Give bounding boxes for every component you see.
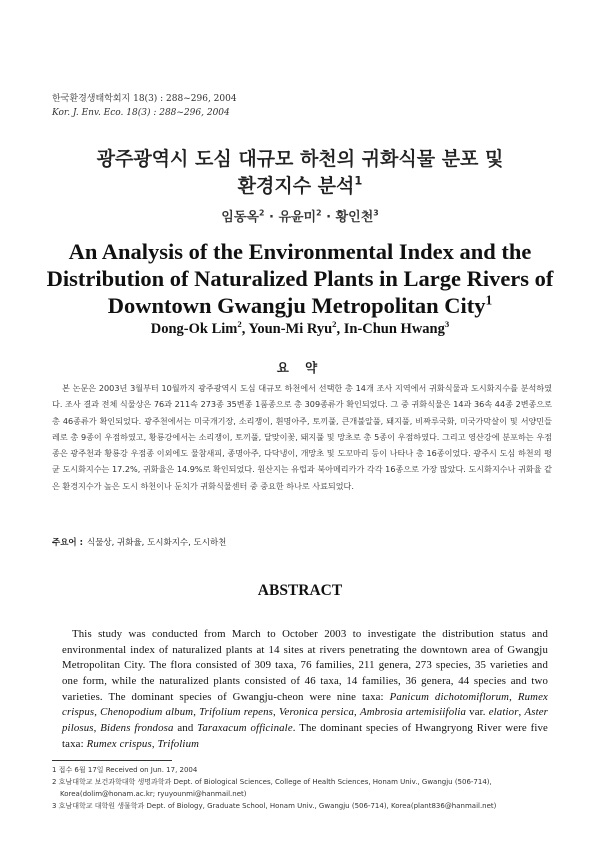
footnote-1: 1 접수 6월 17일 Received on Jun. 17, 2004 <box>52 766 198 774</box>
species-name: Panicum dichotomiflorum <box>389 690 510 703</box>
author-en-1: Dong-Ok Lim <box>150 321 238 337</box>
author-en-2: Youn-Mi Ryu <box>248 321 333 337</box>
species-name: Rumex crispus <box>86 737 152 750</box>
author-en-1-mark: 2 <box>237 319 242 330</box>
keywords <box>52 536 226 548</box>
species-name: Taraxacum officinale <box>197 721 293 734</box>
author-ko-2-mark: 2 <box>316 208 322 218</box>
abstract-english <box>62 627 548 752</box>
journal-citation <box>52 92 237 120</box>
species-name: Trifolium <box>157 737 200 750</box>
author-ko-sep: · <box>326 210 332 225</box>
species-separator: , <box>273 706 279 719</box>
title-english <box>20 238 580 319</box>
title-english-line3-text: Downtown Gwangju Metropolitan City <box>107 293 486 318</box>
footnote-2: 2 호남대학교 보건과학대학 생명과학과 Dept. of Biological Sciences, College of Health Sciences, Honam Univ., Gwangju (506-714), <box>52 778 492 786</box>
author-ko-3-mark: 3 <box>373 208 379 218</box>
footnotes <box>52 764 558 812</box>
species-separator: , <box>151 737 158 750</box>
species-separator: , <box>509 690 518 703</box>
abstract-english-text: This study was conducted from March to October 2003 to investigate the distribution status and environmental index of naturalized plants at 14 sites at rivers penetrating the downtown area of Gwangju Metropolitan City. The flora consisted of 309 taxa, 76 families, 211 genera, 273 species, 35 varieties and one form, while the naturalized plants consisted of 46 taxa, 14 families, 36 genera, 44 species and two varieties. The dominant species of Gwangju-cheon were nine taxa: <box>62 628 548 703</box>
species-name: Bidens frondosa <box>100 721 174 734</box>
keywords-label: 주요어 : <box>52 538 83 548</box>
title-korean-line2-text: 환경지수 분석 <box>237 175 355 197</box>
title-korean-footnote-mark: 1 <box>354 173 363 188</box>
species-name: Ambrosia artemisiifolia <box>359 706 467 719</box>
title-english-line3 <box>20 292 580 319</box>
species-separator: , <box>93 721 101 734</box>
species-name: Chenopodium album <box>100 706 194 719</box>
author-ko-1-mark: 2 <box>258 208 265 218</box>
species-separator: , <box>193 706 200 719</box>
species-separator: var. <box>466 706 489 719</box>
species-separator: , <box>518 706 525 719</box>
species-name: Trifolium repens <box>199 706 274 719</box>
author-ko-3: 황인천 <box>335 210 374 225</box>
journal-citation-ko: 한국환경생태학회지 18(3) : 288~296, 2004 <box>52 94 237 104</box>
species-name: Rumex crispus <box>62 690 548 719</box>
title-korean-line1: 광주광역시 도심 대규모 하천의 귀화식물 분포 및 <box>96 148 504 170</box>
species-name: elatior <box>488 706 519 719</box>
title-english-line2: Distribution of Naturalized Plants in Large Rivers of <box>46 266 554 291</box>
species-separator: , <box>354 706 360 719</box>
author-en-3: In-Chun Hwang <box>343 321 445 337</box>
authors-korean <box>30 206 570 225</box>
summary-heading-korean: 요 약 <box>276 360 324 375</box>
title-korean-line2 <box>30 173 570 200</box>
author-en-sep: , <box>241 321 249 337</box>
abstract-heading: ABSTRACT <box>257 582 343 599</box>
author-en-2-mark: 2 <box>332 319 337 330</box>
footnote-2-cont: Korea(dolim@honam.ac.kr; ryuyounmi@hanmail.net) <box>60 790 247 798</box>
title-english-footnote-mark: 1 <box>485 292 493 308</box>
footnote-divider <box>52 760 172 761</box>
species-separator: and <box>173 721 198 734</box>
keywords-value: 식물상, 귀화율, 도시화지수, 도시하천 <box>87 538 227 548</box>
author-en-sep: , <box>336 321 344 337</box>
journal-citation-en: Kor. J. Env. Eco. 18(3) : 288~296, 2004 <box>52 108 230 118</box>
species-name: Veronica persica <box>278 706 355 719</box>
author-ko-2: 유윤미 <box>278 210 317 225</box>
species-separator: . The dominant species of Hwangryong River were five taxa: <box>62 721 548 750</box>
footnote-3: 3 호남대학교 대학원 생물학과 Dept. of Biology, Graduate School, Honam Univ., Gwangju (506-714), Korea(plant836@hanmail.net) <box>52 802 497 810</box>
abstract-korean: 본 논문은 2003년 3월부터 10월까지 광주광역시 도심 대규모 하천에서 선택한 총 14개 조사 지역에서 귀화식물과 도시화지수를 분석하였다. 조사 결과 전체 식물상은 76과 211속 273종 35변종 1품종으로 총 309종류가 확인되었다. 그 중 귀화식물은 14과 36속 44종 2변종으로 총 46종류가 확인되었다. 광주천에서는 미국개기장, 소리쟁이, 흰명아주, 토끼풀, 큰개불알풀, 돼지풀, 비짜루국화, 미국가막살이 및 서양민들레로 총 9종이 우점하였고, 황룡강에서는 소리쟁이, 토끼풀, 달맞이꽃, 돼지풀 및 망초로 총 5종이 우점하였다. 그리고 영산강에 분포하는 우점종은 광주천과 황룡강 우점종 이외에도 물참새피, 종명아주, 다닥냉이, 개망초 및 도꼬마리 등이 나타나 총 16종이었다. 광주시 도심 하천의 평균 도시화지수는 17.2%, 귀화율은 14.9%로 확인되었다. 원산지는 유럽과 북아메리카가 각각 16종으로 가장 많았다. 도시화지수나 귀화율 같은 환경지수가 높은 도시 하천이나 둔치가 귀화식물센터 중 중요한 하나로 사료되었다. <box>52 383 552 491</box>
title-korean <box>30 146 570 200</box>
author-ko-sep: · <box>268 210 274 225</box>
author-en-3-mark: 3 <box>444 319 450 330</box>
species-separator: , <box>94 706 101 719</box>
species-name: Aster pilosus <box>62 706 549 734</box>
authors-english <box>30 321 570 338</box>
author-ko-1: 임동옥 <box>221 210 259 225</box>
title-english-line1: An Analysis of the Environmental Index and the <box>68 239 532 264</box>
